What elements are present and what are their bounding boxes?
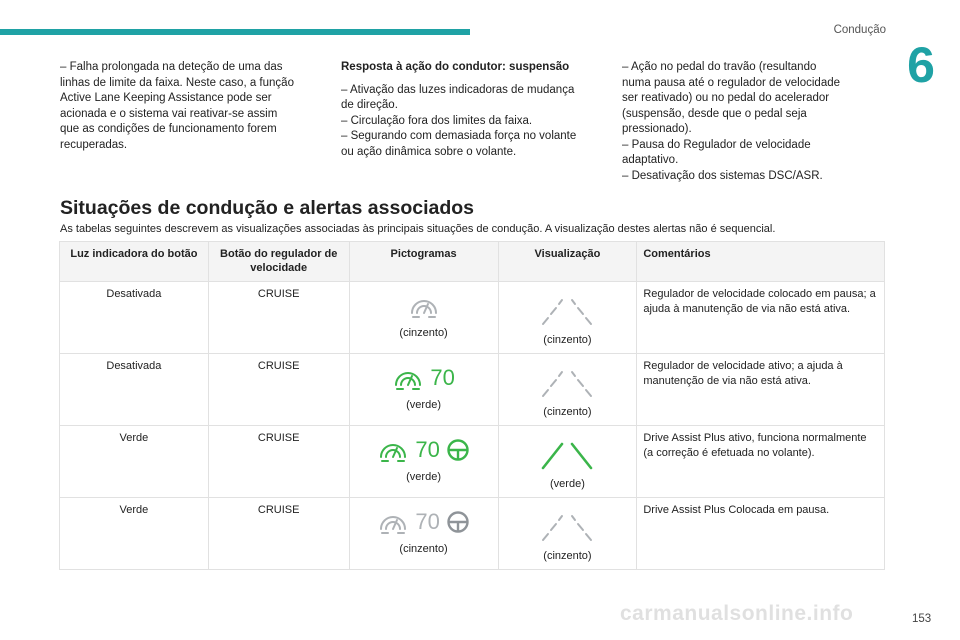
lane-lines-icon [535, 510, 599, 544]
pictogram-cell [349, 282, 498, 354]
pictogram-cell [349, 498, 498, 570]
display-caption: (cinzento) [543, 334, 592, 346]
pictogram-caption: (cinzento) [399, 327, 448, 339]
comment-cell: Regulador de velocidade colocado em pausa; a ajuda à manutenção de via não está ativa. [637, 282, 885, 354]
pictogram-caption: (cinzento) [399, 543, 448, 555]
display-caption: (cinzento) [543, 550, 592, 562]
display-caption: (verde) [550, 478, 585, 490]
comment-cell: Regulador de velocidade ativo; a ajuda à manutenção de via não está ativa. [637, 354, 885, 426]
cruise-cell: CRUISE [208, 354, 349, 426]
text-column-3 [622, 60, 862, 184]
table-row [60, 498, 885, 570]
table-row [60, 354, 885, 426]
steering-assist-icon [377, 437, 409, 463]
display-cell [498, 282, 637, 354]
steering-assist-icon [392, 365, 424, 391]
text-line: Active Lane Keeping Assistance pode ser [60, 92, 272, 104]
text-line: linhas de limite da faixa. Neste caso, a função [60, 76, 294, 89]
text-line: (suspensão, desde que o pedal seja [622, 107, 807, 120]
pictogram-caption: (verde) [406, 399, 441, 411]
indicator-cell: Desativada [60, 354, 209, 426]
cruise-cell: CRUISE [208, 426, 349, 498]
display-cell [498, 354, 637, 426]
display-cell [498, 498, 637, 570]
text-line: numa pausa até o regulador de velocidade [622, 76, 841, 89]
display-caption: (cinzento) [543, 406, 592, 418]
set-speed-value: 70 [415, 437, 440, 462]
display-cell [498, 426, 637, 498]
lane-lines-icon [535, 294, 599, 328]
header-display: Visualização [498, 242, 637, 282]
cruise-cell: CRUISE [208, 282, 349, 354]
pictogram-cell [349, 426, 498, 498]
lane-lines-icon [535, 438, 599, 472]
table-row [60, 282, 885, 354]
text-column-2 [341, 60, 601, 160]
section-label: Condução [833, 24, 886, 36]
text-line: – Pausa do Regulador de velocidade [622, 138, 811, 151]
alerts-table [59, 241, 885, 570]
text-column-1 [60, 60, 310, 153]
indicator-cell: Desativada [60, 282, 209, 354]
table-header-row [60, 242, 885, 282]
lane-lines-icon [535, 366, 599, 400]
text-line: – Circulação fora dos limites da faixa. [341, 114, 533, 127]
intro-text: As tabelas seguintes descrevem as visualizações associadas às principais situações de condução. A visualização destes alertas não é sequencial. [60, 223, 776, 235]
column-heading: Resposta à ação do condutor: suspensão [341, 61, 570, 73]
text-line: pressionado). [622, 123, 692, 135]
steering-wheel-icon [446, 438, 470, 462]
text-line: recuperadas. [60, 138, 128, 151]
indicator-cell: Verde [60, 498, 209, 570]
chapter-number: 6 [907, 37, 935, 93]
table-row [60, 426, 885, 498]
set-speed-value: 70 [415, 509, 440, 534]
text-line: – Desativação dos sistemas DSC/ASR. [622, 169, 823, 182]
page-number: 153 [912, 613, 932, 625]
cruise-cell: CRUISE [208, 498, 349, 570]
set-speed-value: 70 [430, 365, 455, 390]
text-line: acionada e o sistema vai reativar-se assim [60, 107, 278, 120]
text-line: ou ação dinâmica sobre o volante. [341, 145, 517, 158]
steering-assist-icon [377, 509, 409, 535]
text-line: que as condições de funcionamento forem [60, 123, 277, 135]
pictogram-caption: (verde) [406, 471, 441, 483]
steering-wheel-icon [446, 510, 470, 534]
header-cruise-button: Botão do regulador de velocidade [208, 242, 349, 282]
text-line: – Falha prolongada na deteção de uma das [60, 61, 283, 73]
steering-assist-icon [408, 293, 440, 319]
header-pictograms: Pictogramas [349, 242, 498, 282]
header-indicator: Luz indicadora do botão [60, 242, 209, 282]
text-line: – Ativação das luzes indicadoras de mudança [341, 83, 575, 96]
text-line: de direção. [341, 99, 398, 111]
text-line: – Segurando com demasiada força no volante [341, 130, 577, 142]
section-title: Situações de condução e alertas associados [60, 197, 475, 219]
header-comments: Comentários [637, 242, 885, 282]
comment-cell: Drive Assist Plus Colocada em pausa. [637, 498, 885, 570]
indicator-cell: Verde [60, 426, 209, 498]
comment-cell: Drive Assist Plus ativo, funciona normalmente (a correção é efetuada no volante). [637, 426, 885, 498]
text-line: – Ação no pedal do travão (resultando [622, 61, 817, 73]
watermark: carmanualsonline.info [620, 602, 854, 625]
text-line: adaptativo. [622, 154, 679, 166]
text-line: ser reativado) ou no pedal do acelerador [622, 92, 830, 104]
header-accent-bar [0, 29, 470, 35]
pictogram-cell [349, 354, 498, 426]
